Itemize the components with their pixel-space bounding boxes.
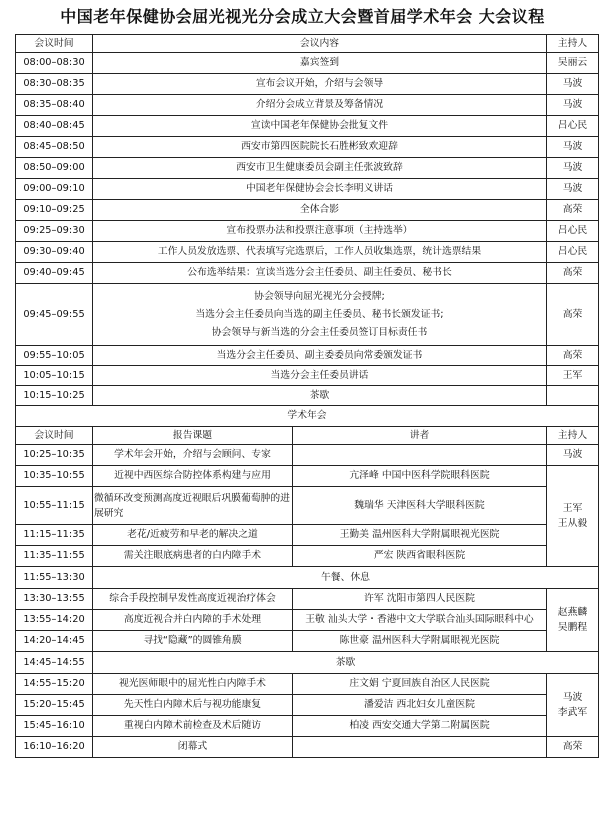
- agenda-row: [16, 466, 599, 487]
- row-host: 吴丽云: [547, 53, 599, 74]
- agenda-row: [16, 74, 599, 95]
- row-time: 08:50–09:00: [16, 158, 93, 179]
- row-speaker: 陈世豪 温州医科大学附属眼视光医院: [293, 631, 547, 652]
- row-time: 08:45–08:50: [16, 137, 93, 158]
- agenda-row: [16, 610, 599, 631]
- agenda-row: [16, 284, 599, 346]
- row-content: 嘉宾签到: [93, 53, 547, 74]
- header-row: [16, 427, 599, 445]
- row-host: 高荣: [547, 284, 599, 346]
- row-time: 14:55–15:20: [16, 674, 93, 695]
- row-time: 15:20–15:45: [16, 695, 93, 716]
- row-content: 西安市卫生健康委员会副主任张波致辞: [93, 158, 547, 179]
- host-name: 李武军: [557, 707, 588, 718]
- agenda-table: [15, 34, 599, 758]
- row-speaker: 王勤美 温州医科大学附属眼视光医院: [293, 525, 547, 546]
- row-speaker: 潘爱洁 西北妇女儿童医院: [293, 695, 547, 716]
- row-content: [93, 284, 547, 346]
- row-host: 马波: [547, 179, 599, 200]
- host-name: 赵燕麟: [557, 607, 588, 618]
- header-host: 主持人: [547, 35, 599, 53]
- row-content: 西安市第四医院院长石胜彬致欢迎辞: [93, 137, 547, 158]
- row-time: 10:05–10:15: [16, 366, 93, 386]
- row-time: 14:45–14:55: [16, 652, 93, 674]
- host-name: 王从毅: [557, 518, 588, 529]
- row-speaker: 许军 沈阳市第四人民医院: [293, 589, 547, 610]
- agenda-row: [16, 242, 599, 263]
- agenda-row: [16, 674, 599, 695]
- row-topic: 重视白内障术前检查及术后随访: [93, 716, 293, 737]
- row-host: 吕心民: [547, 242, 599, 263]
- row-speaker: 王敬 汕头大学・香港中文大学联合汕头国际眼科中心: [293, 610, 547, 631]
- agenda-row: [16, 366, 599, 386]
- section-row: [16, 406, 599, 427]
- row-host: 高荣: [547, 346, 599, 366]
- row-time: 08:00–08:30: [16, 53, 93, 74]
- agenda-row: [16, 386, 599, 406]
- agenda-row: [16, 53, 599, 74]
- row-time: 14:20–14:45: [16, 631, 93, 652]
- agenda-row: [16, 546, 599, 567]
- agenda-row: [16, 716, 599, 737]
- content-line: 当选分会主任委员向当选的副主任委员、秘书长颁发证书;: [195, 308, 444, 320]
- header-host: 主持人: [547, 427, 599, 445]
- row-time: 15:45–16:10: [16, 716, 93, 737]
- row-host: 吕心民: [547, 116, 599, 137]
- row-host: 马波: [547, 445, 599, 466]
- agenda-row: [16, 445, 599, 466]
- agenda-row: [16, 158, 599, 179]
- row-content: 当选分会主任委员讲话: [93, 366, 547, 386]
- row-content: 工作人员发放选票、代表填写完选票后，工作人员收集选票，统计选票结果: [93, 242, 547, 263]
- agenda-row: [16, 95, 599, 116]
- header-speaker: 讲者: [293, 427, 547, 445]
- row-time: 10:55–11:15: [16, 487, 93, 525]
- page-title: 中国老年保健协会屈光视光分会成立大会暨首届学术年会 大会议程: [60, 7, 545, 26]
- host-name: 王军: [562, 503, 583, 514]
- row-host: 吕心民: [547, 221, 599, 242]
- row-host: 马波: [547, 137, 599, 158]
- section-title: 学术年会: [16, 406, 599, 427]
- agenda-row: [16, 200, 599, 221]
- row-speaker: 亢泽峰 中国中医科学院眼科医院: [293, 466, 547, 487]
- agenda-row: [16, 137, 599, 158]
- row-speaker: 严宏 陕西省眼科医院: [293, 546, 547, 567]
- content-line: 协会领导向屈光视光分会授牌;: [254, 290, 385, 302]
- row-host: 王军: [547, 366, 599, 386]
- header-content: 会议内容: [93, 35, 547, 53]
- row-time: 10:25–10:35: [16, 445, 93, 466]
- row-content: 全体合影: [93, 200, 547, 221]
- agenda-row: [16, 487, 599, 525]
- row-host: 高荣: [547, 200, 599, 221]
- row-topic: 高度近视合并白内障的手术处理: [93, 610, 293, 631]
- header-time: 会议时间: [16, 35, 93, 53]
- row-time: 10:15–10:25: [16, 386, 93, 406]
- row-content: 当选分会主任委员、副主委委员向常委颁发证书: [93, 346, 547, 366]
- row-host: [547, 386, 599, 406]
- row-content: 茶歇: [93, 386, 547, 406]
- row-time: 09:30–09:40: [16, 242, 93, 263]
- row-time: 13:30–13:55: [16, 589, 93, 610]
- row-time: 09:25–09:30: [16, 221, 93, 242]
- row-content: 宣布会议开始，介绍与会领导: [93, 74, 547, 95]
- row-time: 09:45–09:55: [16, 284, 93, 346]
- content-line: 协会领导与新当选的分会主任委员签订目标责任书: [211, 326, 428, 338]
- row-time: 16:10–16:20: [16, 737, 93, 758]
- row-topic: 微循环改变预测高度近视眼后巩膜葡萄肿的进展研究: [93, 487, 293, 525]
- agenda-row: [16, 695, 599, 716]
- row-host: 马波: [547, 158, 599, 179]
- agenda-body: [16, 35, 599, 758]
- agenda-row: [16, 263, 599, 284]
- block-host: [547, 674, 599, 737]
- row-topic: 视光医师眼中的屈光性白内障手术: [93, 674, 293, 695]
- row-content: 公布选举结果：宣读当选分会主任委员、副主任委员、秘书长: [93, 263, 547, 284]
- agenda-row: [16, 179, 599, 200]
- row-topic: 学术年会开始，介绍与会顾问、专家: [93, 445, 293, 466]
- header-row: [16, 35, 599, 53]
- break-row: [16, 652, 599, 674]
- row-topic: 近视中西医综合防控体系构建与应用: [93, 466, 293, 487]
- row-topic: 闭幕式: [93, 737, 293, 758]
- row-content: 宣布投票办法和投票注意事项（主持选举）: [93, 221, 547, 242]
- agenda-row: [16, 525, 599, 546]
- row-speaker: 魏瑞华 天津医科大学眼科医院: [293, 487, 547, 525]
- block-host: [547, 589, 599, 652]
- row-speaker: [293, 445, 547, 466]
- row-host: 马波: [547, 95, 599, 116]
- agenda-row: [16, 589, 599, 610]
- row-time: 11:35–11:55: [16, 546, 93, 567]
- header-topic: 报告课题: [93, 427, 293, 445]
- agenda-row: [16, 631, 599, 652]
- row-time: 11:15–11:35: [16, 525, 93, 546]
- row-time: 09:00–09:10: [16, 179, 93, 200]
- agenda-row: [16, 346, 599, 366]
- row-time: 13:55–14:20: [16, 610, 93, 631]
- row-topic: 老花/近疲劳和早老的解决之道: [93, 525, 293, 546]
- row-time: 10:35–10:55: [16, 466, 93, 487]
- row-content: 介绍分会成立背景及筹备情况: [93, 95, 547, 116]
- row-host: 高荣: [547, 263, 599, 284]
- row-host: 高荣: [547, 737, 599, 758]
- row-time: 08:35–08:40: [16, 95, 93, 116]
- row-topic: 寻找“隐藏”的圆锥角膜: [93, 631, 293, 652]
- break-label: 午餐、休息: [93, 567, 599, 589]
- row-speaker: [293, 737, 547, 758]
- row-topic: 需关注眼底病患者的白内障手术: [93, 546, 293, 567]
- row-speaker: 庄文娟 宁夏回族自治区人民医院: [293, 674, 547, 695]
- break-label: 茶歇: [93, 652, 599, 674]
- block-host: [547, 466, 599, 567]
- row-time: 09:55–10:05: [16, 346, 93, 366]
- row-time: 08:30–08:35: [16, 74, 93, 95]
- row-content: 中国老年保健协会会长李明义讲话: [93, 179, 547, 200]
- row-speaker: 柏凌 西安交通大学第二附属医院: [293, 716, 547, 737]
- row-time: 09:40–09:45: [16, 263, 93, 284]
- header-time: 会议时间: [16, 427, 93, 445]
- agenda-row: [16, 221, 599, 242]
- agenda-row: [16, 116, 599, 137]
- agenda-row: [16, 737, 599, 758]
- row-content: 宣读中国老年保健协会批复文件: [93, 116, 547, 137]
- row-time: 11:55–13:30: [16, 567, 93, 589]
- host-name: 马波: [562, 692, 583, 703]
- host-name: 吴鹏程: [557, 622, 588, 633]
- break-row: [16, 567, 599, 589]
- row-time: 09:10–09:25: [16, 200, 93, 221]
- row-topic: 先天性白内障术后与视功能康复: [93, 695, 293, 716]
- row-host: 马波: [547, 74, 599, 95]
- row-topic: 综合手段控制早发性高度近视治疗体会: [93, 589, 293, 610]
- row-time: 08:40–08:45: [16, 116, 93, 137]
